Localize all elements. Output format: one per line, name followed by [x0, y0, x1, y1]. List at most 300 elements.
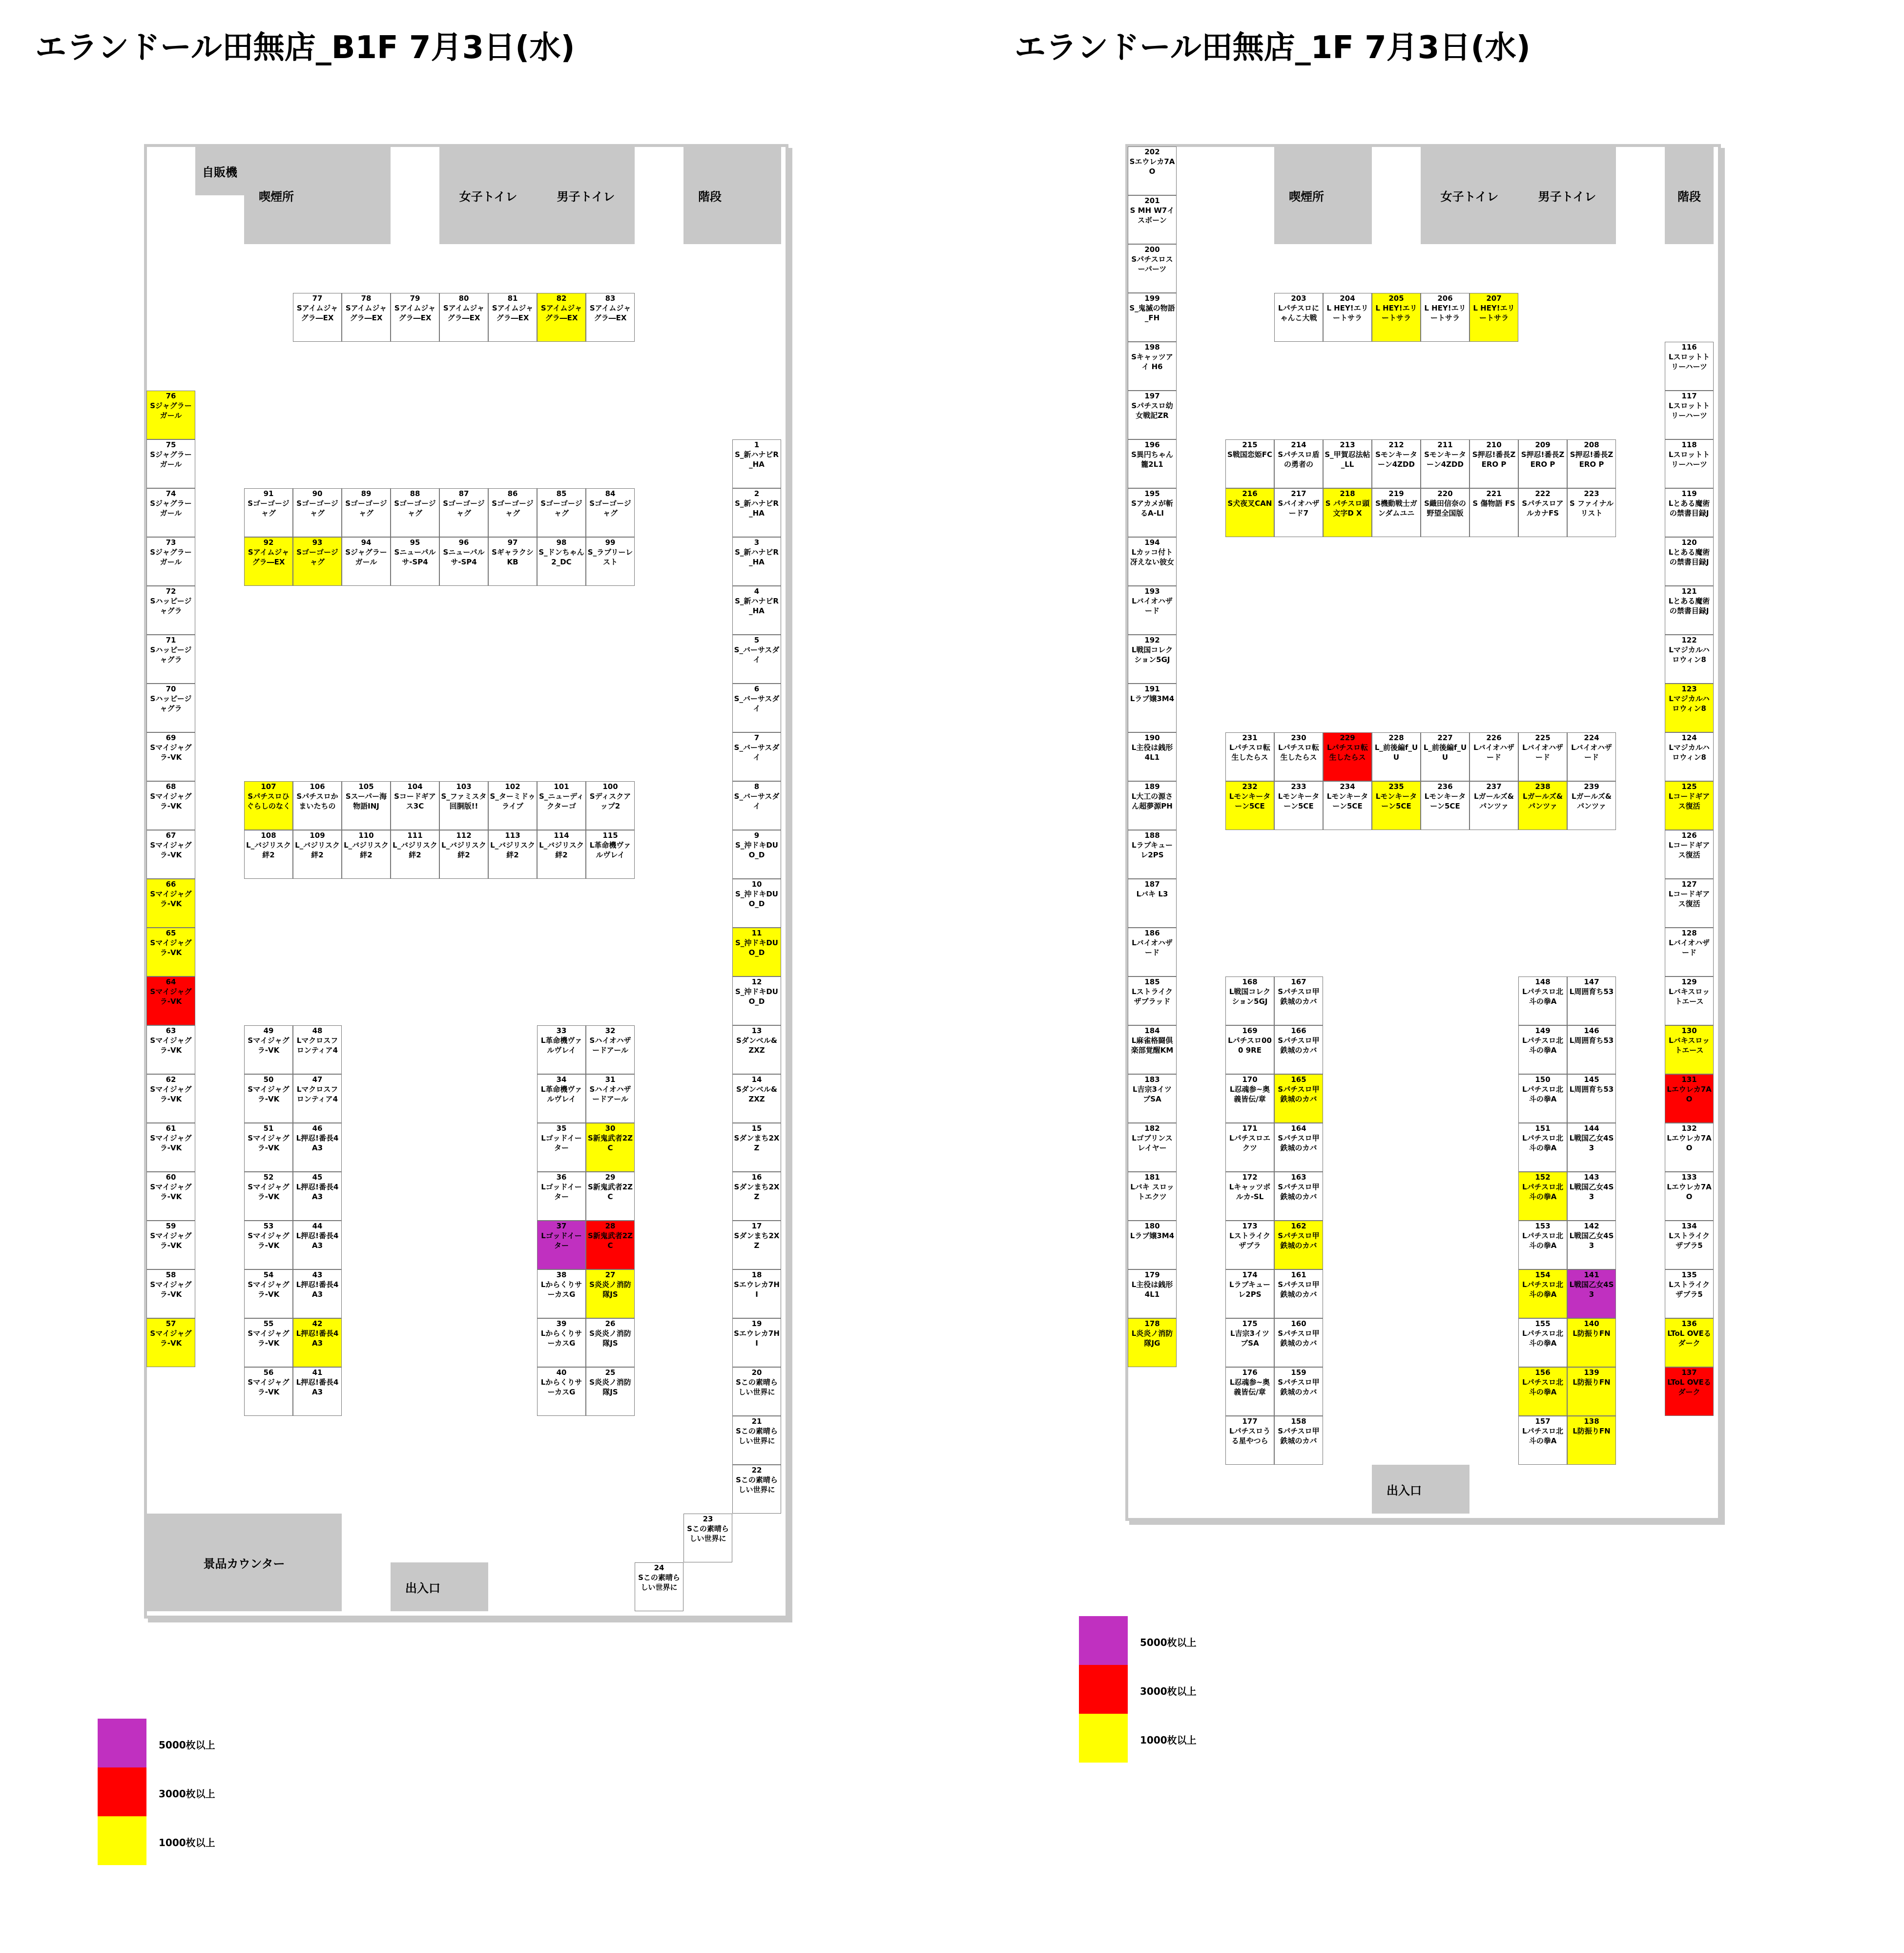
- mens-toilet-b1: 男子トイレ: [537, 146, 635, 244]
- machine-179[interactable]: [1128, 1269, 1177, 1318]
- machine-54[interactable]: [244, 1269, 293, 1318]
- machine-106[interactable]: [293, 781, 342, 830]
- machine-167[interactable]: [1274, 976, 1323, 1025]
- machine-157[interactable]: [1518, 1416, 1567, 1465]
- machine-123[interactable]: [1665, 684, 1714, 732]
- machine-6[interactable]: [732, 684, 781, 732]
- machine-70[interactable]: [146, 684, 195, 732]
- machine-158[interactable]: [1274, 1416, 1323, 1465]
- machine-77[interactable]: [293, 293, 342, 342]
- machine-112[interactable]: [439, 830, 488, 879]
- machine-name: S_新ハナビR_HA: [735, 499, 779, 518]
- machine-177[interactable]: [1225, 1416, 1274, 1465]
- machine-219[interactable]: [1372, 488, 1421, 537]
- machine-30[interactable]: [586, 1123, 635, 1172]
- machine-38[interactable]: [537, 1269, 586, 1318]
- machine-name: S_ラブリーレスト: [587, 548, 633, 566]
- machine-number: 186: [1144, 929, 1160, 937]
- machine-122[interactable]: [1665, 635, 1714, 684]
- machine-number: 235: [1388, 782, 1404, 791]
- machine-number: 194: [1144, 538, 1160, 547]
- machine-151[interactable]: [1518, 1123, 1567, 1172]
- machine-23[interactable]: [683, 1514, 732, 1562]
- machine-number: 119: [1681, 489, 1697, 498]
- machine-103[interactable]: [439, 781, 488, 830]
- machine-124[interactable]: [1665, 732, 1714, 781]
- machine-55[interactable]: [244, 1318, 293, 1367]
- machine-63[interactable]: [146, 1025, 195, 1074]
- machine-201[interactable]: [1128, 195, 1177, 244]
- machine-number: 69: [166, 733, 176, 742]
- machine-191[interactable]: [1128, 684, 1177, 732]
- machine-25[interactable]: [586, 1367, 635, 1416]
- machine-name: Lスロットトリーハーツ: [1668, 353, 1710, 371]
- machine-111[interactable]: [391, 830, 439, 879]
- machine-183[interactable]: [1128, 1074, 1177, 1123]
- machine-10[interactable]: [732, 879, 781, 928]
- machine-155[interactable]: [1518, 1318, 1567, 1367]
- machine-number: 84: [605, 489, 616, 498]
- machine-number: 1: [754, 440, 760, 449]
- machine-181[interactable]: [1128, 1172, 1177, 1221]
- machine-169[interactable]: [1225, 1025, 1274, 1074]
- machine-223[interactable]: [1567, 488, 1616, 537]
- machine-name: Sジャグラーガール: [150, 401, 192, 420]
- machine-101[interactable]: [537, 781, 586, 830]
- machine-number: 105: [358, 782, 374, 791]
- machine-name: Sマイジャグラ-VK: [150, 938, 192, 957]
- machine-name: Sハッピージャグラ: [150, 645, 192, 664]
- machine-235[interactable]: [1372, 781, 1421, 830]
- machine-199[interactable]: [1128, 293, 1177, 342]
- machine-190[interactable]: [1128, 732, 1177, 781]
- machine-140[interactable]: [1567, 1318, 1616, 1367]
- machine-154[interactable]: [1518, 1269, 1567, 1318]
- machine-115[interactable]: [586, 830, 635, 879]
- machine-152[interactable]: [1518, 1172, 1567, 1221]
- machine-27[interactable]: [586, 1269, 635, 1318]
- machine-100[interactable]: [586, 781, 635, 830]
- machine-205[interactable]: [1372, 293, 1421, 342]
- machine-name: Sハッピージャグラ: [150, 694, 192, 713]
- machine-15[interactable]: [732, 1123, 781, 1172]
- machine-45[interactable]: [293, 1172, 342, 1221]
- machine-64[interactable]: [146, 976, 195, 1025]
- machine-74[interactable]: [146, 488, 195, 537]
- machine-5[interactable]: [732, 635, 781, 684]
- machine-4[interactable]: [732, 586, 781, 635]
- machine-162[interactable]: [1274, 1221, 1323, 1269]
- machine-175[interactable]: [1225, 1318, 1274, 1367]
- machine-35[interactable]: [537, 1123, 586, 1172]
- machine-134[interactable]: [1665, 1221, 1714, 1269]
- machine-16[interactable]: [732, 1172, 781, 1221]
- machine-149[interactable]: [1518, 1025, 1567, 1074]
- machine-name: L_バジリスク絆2: [441, 841, 486, 859]
- machine-56[interactable]: [244, 1367, 293, 1416]
- machine-237[interactable]: [1469, 781, 1518, 830]
- machine-164[interactable]: [1274, 1123, 1323, 1172]
- machine-132[interactable]: [1665, 1123, 1714, 1172]
- machine-51[interactable]: [244, 1123, 293, 1172]
- machine-188[interactable]: [1128, 830, 1177, 879]
- machine-99[interactable]: [586, 537, 635, 586]
- machine-1[interactable]: [732, 439, 781, 488]
- machine-number: 211: [1437, 440, 1453, 449]
- machine-3[interactable]: [732, 537, 781, 586]
- machine-91[interactable]: [244, 488, 293, 537]
- machine-226[interactable]: [1469, 732, 1518, 781]
- machine-name: L_バジリスク絆2: [539, 841, 584, 859]
- machine-name: Sマイジャグラ-VK: [150, 1036, 192, 1055]
- machine-number: 30: [605, 1124, 616, 1133]
- machine-number: 131: [1681, 1075, 1697, 1084]
- machine-name: Sマイジャグラ-VK: [248, 1085, 290, 1103]
- machine-7[interactable]: [732, 732, 781, 781]
- machine-218[interactable]: [1323, 488, 1372, 537]
- machine-107[interactable]: [244, 781, 293, 830]
- machine-52[interactable]: [244, 1172, 293, 1221]
- machine-163[interactable]: [1274, 1172, 1323, 1221]
- machine-85[interactable]: [537, 488, 586, 537]
- machine-71[interactable]: [146, 635, 195, 684]
- machine-180[interactable]: [1128, 1221, 1177, 1269]
- machine-176[interactable]: [1225, 1367, 1274, 1416]
- machine-name: Sこの素晴らしい世界に: [736, 1427, 778, 1445]
- machine-150[interactable]: [1518, 1074, 1567, 1123]
- machine-13[interactable]: [732, 1025, 781, 1074]
- machine-number: 212: [1388, 440, 1404, 449]
- machine-name: L_バジリスク絆2: [295, 841, 340, 859]
- machine-21[interactable]: [732, 1416, 781, 1465]
- machine-217[interactable]: [1274, 488, 1323, 537]
- machine-11[interactable]: [732, 928, 781, 976]
- machine-145[interactable]: [1567, 1074, 1616, 1123]
- machine-number: 13: [751, 1026, 762, 1035]
- machine-73[interactable]: [146, 537, 195, 586]
- machine-28[interactable]: [586, 1221, 635, 1269]
- machine-43[interactable]: [293, 1269, 342, 1318]
- machine-211[interactable]: [1421, 439, 1469, 488]
- machine-213[interactable]: [1323, 439, 1372, 488]
- machine-113[interactable]: [488, 830, 537, 879]
- machine-173[interactable]: [1225, 1221, 1274, 1269]
- machine-209[interactable]: [1518, 439, 1567, 488]
- machine-138[interactable]: [1567, 1416, 1616, 1465]
- machine-187[interactable]: [1128, 879, 1177, 928]
- machine-number: 81: [507, 294, 518, 303]
- machine-206[interactable]: [1421, 293, 1469, 342]
- machine-name: L防振りFN: [1573, 1427, 1611, 1435]
- machine-79[interactable]: [391, 293, 439, 342]
- machine-222[interactable]: [1518, 488, 1567, 537]
- machine-name: S機動戦士ガンダムユニ: [1375, 499, 1417, 518]
- machine-name: Sマイジャグラ-VK: [150, 1134, 192, 1152]
- machine-67[interactable]: [146, 830, 195, 879]
- machine-number: 201: [1144, 196, 1160, 205]
- machine-102[interactable]: [488, 781, 537, 830]
- machine-182[interactable]: [1128, 1123, 1177, 1172]
- machine-178[interactable]: [1128, 1318, 1177, 1367]
- machine-189[interactable]: [1128, 781, 1177, 830]
- machine-125[interactable]: [1665, 781, 1714, 830]
- machine-228[interactable]: [1372, 732, 1421, 781]
- machine-233[interactable]: [1274, 781, 1323, 830]
- machine-231[interactable]: [1225, 732, 1274, 781]
- machine-46[interactable]: [293, 1123, 342, 1172]
- machine-number: 24: [654, 1563, 664, 1572]
- machine-number: 15: [751, 1124, 762, 1133]
- machine-160[interactable]: [1274, 1318, 1323, 1367]
- machine-84[interactable]: [586, 488, 635, 537]
- machine-147[interactable]: [1567, 976, 1616, 1025]
- machine-90[interactable]: [293, 488, 342, 537]
- machine-130[interactable]: [1665, 1025, 1714, 1074]
- machine-36[interactable]: [537, 1172, 586, 1221]
- machine-238[interactable]: [1518, 781, 1567, 830]
- machine-34[interactable]: [537, 1074, 586, 1123]
- machine-172[interactable]: [1225, 1172, 1274, 1221]
- machine-97[interactable]: [488, 537, 537, 586]
- machine-83[interactable]: [586, 293, 635, 342]
- machine-name: S_バーサスダイ: [734, 694, 780, 713]
- machine-number: 210: [1486, 440, 1502, 449]
- machine-92[interactable]: [244, 537, 293, 586]
- machine-227[interactable]: [1421, 732, 1469, 781]
- machine-57[interactable]: [146, 1318, 195, 1367]
- machine-75[interactable]: [146, 439, 195, 488]
- machine-194[interactable]: [1128, 537, 1177, 586]
- machine-203[interactable]: [1274, 293, 1323, 342]
- machine-78[interactable]: [342, 293, 391, 342]
- machine-number: 189: [1144, 782, 1160, 791]
- machine-name: Sエウレカ7AO: [1129, 157, 1175, 176]
- machine-number: 58: [166, 1270, 176, 1279]
- machine-216[interactable]: [1225, 488, 1274, 537]
- entrance-1f: 出入口: [1372, 1465, 1469, 1514]
- machine-39[interactable]: [537, 1318, 586, 1367]
- machine-174[interactable]: [1225, 1269, 1274, 1318]
- machine-133[interactable]: [1665, 1172, 1714, 1221]
- machine-95[interactable]: [391, 537, 439, 586]
- machine-41[interactable]: [293, 1367, 342, 1416]
- machine-87[interactable]: [439, 488, 488, 537]
- machine-119[interactable]: [1665, 488, 1714, 537]
- machine-128[interactable]: [1665, 928, 1714, 976]
- machine-81[interactable]: [488, 293, 537, 342]
- machine-196[interactable]: [1128, 439, 1177, 488]
- machine-234[interactable]: [1323, 781, 1372, 830]
- machine-118[interactable]: [1665, 439, 1714, 488]
- machine-230[interactable]: [1274, 732, 1323, 781]
- machine-20[interactable]: [732, 1367, 781, 1416]
- machine-195[interactable]: [1128, 488, 1177, 537]
- machine-198[interactable]: [1128, 342, 1177, 391]
- machine-168[interactable]: [1225, 976, 1274, 1025]
- machine-129[interactable]: [1665, 976, 1714, 1025]
- machine-86[interactable]: [488, 488, 537, 537]
- machine-82[interactable]: [537, 293, 586, 342]
- machine-166[interactable]: [1274, 1025, 1323, 1074]
- machine-name: Sゴーゴージャグ: [248, 499, 290, 518]
- machine-186[interactable]: [1128, 928, 1177, 976]
- machine-61[interactable]: [146, 1123, 195, 1172]
- machine-137[interactable]: [1665, 1367, 1714, 1416]
- machine-104[interactable]: [391, 781, 439, 830]
- machine-146[interactable]: [1567, 1025, 1616, 1074]
- machine-116[interactable]: [1665, 342, 1714, 391]
- machine-108[interactable]: [244, 830, 293, 879]
- machine-name: Lスロットトリーハーツ: [1668, 450, 1710, 469]
- machine-143[interactable]: [1567, 1172, 1616, 1221]
- machine-93[interactable]: [293, 537, 342, 586]
- machine-40[interactable]: [537, 1367, 586, 1416]
- machine-220[interactable]: [1421, 488, 1469, 537]
- machine-114[interactable]: [537, 830, 586, 879]
- machine-159[interactable]: [1274, 1367, 1323, 1416]
- machine-8[interactable]: [732, 781, 781, 830]
- machine-135[interactable]: [1665, 1269, 1714, 1318]
- machine-68[interactable]: [146, 781, 195, 830]
- machine-number: 145: [1584, 1075, 1599, 1084]
- machine-65[interactable]: [146, 928, 195, 976]
- machine-210[interactable]: [1469, 439, 1518, 488]
- machine-number: 239: [1584, 782, 1599, 791]
- machine-60[interactable]: [146, 1172, 195, 1221]
- machine-name: Sマイジャグラ-VK: [248, 1183, 290, 1201]
- machine-96[interactable]: [439, 537, 488, 586]
- machine-185[interactable]: [1128, 976, 1177, 1025]
- machine-156[interactable]: [1518, 1367, 1567, 1416]
- machine-141[interactable]: [1567, 1269, 1616, 1318]
- machine-50[interactable]: [244, 1074, 293, 1123]
- machine-14[interactable]: [732, 1074, 781, 1123]
- machine-229[interactable]: [1323, 732, 1372, 781]
- machine-165[interactable]: [1274, 1074, 1323, 1123]
- machine-58[interactable]: [146, 1269, 195, 1318]
- machine-139[interactable]: [1567, 1367, 1616, 1416]
- machine-62[interactable]: [146, 1074, 195, 1123]
- machine-number: 17: [751, 1222, 762, 1230]
- machine-117[interactable]: [1665, 391, 1714, 439]
- machine-37[interactable]: [537, 1221, 586, 1269]
- machine-126[interactable]: [1665, 830, 1714, 879]
- machine-2[interactable]: [732, 488, 781, 537]
- legend-swatch-purple: [98, 1719, 146, 1767]
- machine-184[interactable]: [1128, 1025, 1177, 1074]
- machine-171[interactable]: [1225, 1123, 1274, 1172]
- machine-name: Lモンキーターン5CE: [1326, 792, 1368, 810]
- machine-105[interactable]: [342, 781, 391, 830]
- machine-number: 93: [312, 538, 323, 547]
- machine-18[interactable]: [732, 1269, 781, 1318]
- machine-47[interactable]: [293, 1074, 342, 1123]
- machine-131[interactable]: [1665, 1074, 1714, 1123]
- machine-29[interactable]: [586, 1172, 635, 1221]
- machine-225[interactable]: [1518, 732, 1567, 781]
- machine-197[interactable]: [1128, 391, 1177, 439]
- machine-76[interactable]: [146, 391, 195, 439]
- machine-59[interactable]: [146, 1221, 195, 1269]
- machine-204[interactable]: [1323, 293, 1372, 342]
- machine-127[interactable]: [1665, 879, 1714, 928]
- machine-9[interactable]: [732, 830, 781, 879]
- machine-202[interactable]: [1128, 146, 1177, 195]
- machine-89[interactable]: [342, 488, 391, 537]
- machine-200[interactable]: [1128, 244, 1177, 293]
- machine-212[interactable]: [1372, 439, 1421, 488]
- machine-name: Sダンまち2XZ: [734, 1134, 780, 1152]
- machine-number: 45: [312, 1173, 323, 1182]
- machine-144[interactable]: [1567, 1123, 1616, 1172]
- machine-49[interactable]: [244, 1025, 293, 1074]
- machine-109[interactable]: [293, 830, 342, 879]
- machine-name: Lモンキーターン5CE: [1375, 792, 1417, 810]
- machine-32[interactable]: [586, 1025, 635, 1074]
- machine-69[interactable]: [146, 732, 195, 781]
- machine-66[interactable]: [146, 879, 195, 928]
- machine-33[interactable]: [537, 1025, 586, 1074]
- machine-236[interactable]: [1421, 781, 1469, 830]
- machine-136[interactable]: [1665, 1318, 1714, 1367]
- machine-22[interactable]: [732, 1465, 781, 1514]
- machine-53[interactable]: [244, 1221, 293, 1269]
- machine-42[interactable]: [293, 1318, 342, 1367]
- machine-80[interactable]: [439, 293, 488, 342]
- machine-48[interactable]: [293, 1025, 342, 1074]
- machine-170[interactable]: [1225, 1074, 1274, 1123]
- machine-31[interactable]: [586, 1074, 635, 1123]
- machine-number: 21: [751, 1417, 762, 1426]
- machine-72[interactable]: [146, 586, 195, 635]
- machine-239[interactable]: [1567, 781, 1616, 830]
- machine-name: Lとある魔術の禁書目録J: [1668, 548, 1710, 566]
- machine-number: 126: [1681, 831, 1697, 840]
- machine-26[interactable]: [586, 1318, 635, 1367]
- machine-193[interactable]: [1128, 586, 1177, 635]
- machine-94[interactable]: [342, 537, 391, 586]
- machine-name: Lパチスロ000 9RE: [1228, 1036, 1272, 1055]
- machine-name: Sアイムジャグラ―EX: [443, 304, 485, 322]
- machine-12[interactable]: [732, 976, 781, 1025]
- machine-207[interactable]: [1469, 293, 1518, 342]
- vending-machine-area: 自販機: [195, 146, 244, 195]
- machine-name: L HEY!エリートサラ: [1424, 304, 1466, 322]
- machine-214[interactable]: [1274, 439, 1323, 488]
- machine-44[interactable]: [293, 1221, 342, 1269]
- machine-221[interactable]: [1469, 488, 1518, 537]
- machine-24[interactable]: [635, 1562, 683, 1611]
- machine-110[interactable]: [342, 830, 391, 879]
- machine-88[interactable]: [391, 488, 439, 537]
- machine-17[interactable]: [732, 1221, 781, 1269]
- machine-98[interactable]: [537, 537, 586, 586]
- machine-name: Sハイオハザードアール: [589, 1036, 631, 1055]
- machine-161[interactable]: [1274, 1269, 1323, 1318]
- machine-153[interactable]: [1518, 1221, 1567, 1269]
- machine-224[interactable]: [1567, 732, 1616, 781]
- machine-19[interactable]: [732, 1318, 781, 1367]
- machine-208[interactable]: [1567, 439, 1616, 488]
- machine-232[interactable]: [1225, 781, 1274, 830]
- machine-215[interactable]: [1225, 439, 1274, 488]
- machine-142[interactable]: [1567, 1221, 1616, 1269]
- machine-148[interactable]: [1518, 976, 1567, 1025]
- machine-121[interactable]: [1665, 586, 1714, 635]
- machine-192[interactable]: [1128, 635, 1177, 684]
- machine-120[interactable]: [1665, 537, 1714, 586]
- machine-name: Sこの素晴らしい世界に: [687, 1524, 729, 1543]
